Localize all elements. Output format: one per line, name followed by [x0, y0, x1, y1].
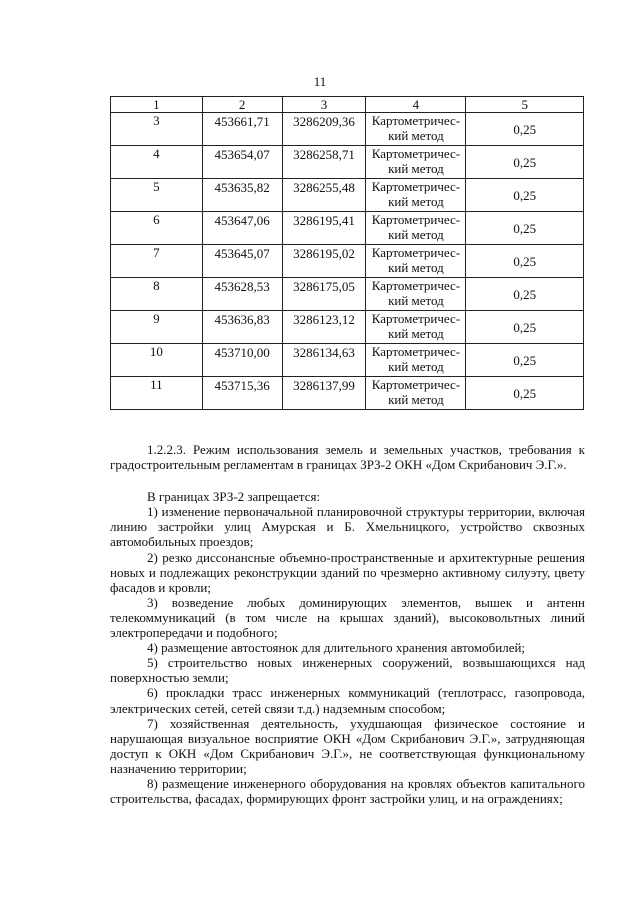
y-coordinate-cell: 3286195,41	[282, 212, 366, 245]
point-number-cell: 10	[111, 344, 203, 377]
paragraph: В границах ЗРЗ-2 запрещается:	[147, 489, 321, 505]
list-item: 4) размещение автостоянок для длительного хранения автомобилей;	[147, 640, 526, 656]
accuracy-cell: 0,25	[466, 278, 584, 311]
accuracy-cell: 0,25	[466, 344, 584, 377]
table-row	[111, 344, 584, 377]
table-row	[111, 212, 584, 245]
method-line: Картометричес-	[371, 377, 461, 392]
method-line: кий метод	[388, 161, 444, 176]
point-number-cell: 5	[111, 179, 203, 212]
table-row	[111, 179, 584, 212]
page-number: 11	[313, 74, 327, 89]
method-line: Картометричес-	[371, 245, 461, 260]
accuracy-cell: 0,25	[466, 245, 584, 278]
point-number-cell: 8	[111, 278, 203, 311]
method-line: Картометричес-	[371, 179, 461, 194]
list-item: 1) изменение первоначальной планировочной структуры территории, включая линию застройки улиц Амурская и Б. Хмельницкого, устройство сквозных автомобильных проездов;	[110, 504, 585, 550]
table-row	[111, 113, 584, 146]
method-cell	[366, 146, 466, 179]
x-coordinate-cell: 453635,82	[202, 179, 282, 212]
list-item: 2) резко диссонансные объемно-пространственные и архитектурные решения новых и подлежащих реконструкции зданий по чрезмерно активному силуэту, цвету фасадов и кровли;	[110, 549, 585, 595]
table-row	[111, 146, 584, 179]
point-number-cell: 4	[111, 146, 203, 179]
method-cell	[366, 278, 466, 311]
method-line: Картометричес-	[371, 212, 461, 227]
method-cell	[366, 311, 466, 344]
method-cell	[366, 113, 466, 146]
y-coordinate-cell: 3286175,05	[282, 278, 366, 311]
x-coordinate-cell: 453715,36	[202, 377, 282, 410]
method-line: кий метод	[388, 326, 444, 341]
list-item: 3) возведение любых доминирующих элементов, вышек и антенн телекоммуникаций (в том числе на крышах зданий), высоковольтных линий электропередачи и подобного;	[110, 594, 585, 641]
accuracy-cell: 0,25	[466, 377, 584, 410]
method-line: кий метод	[388, 128, 444, 143]
table-row	[111, 245, 584, 278]
y-coordinate-cell: 3286209,36	[282, 113, 366, 146]
table-row	[111, 311, 584, 344]
method-line: кий метод	[388, 359, 444, 374]
method-line: Картометричес-	[371, 344, 461, 359]
x-coordinate-cell: 453628,53	[202, 278, 282, 311]
header-cell: 3	[282, 97, 366, 113]
list-item: 5) строительство новых инженерных сооружений, возвышающихся над поверхностью земли;	[110, 655, 585, 686]
point-number-cell: 6	[111, 212, 203, 245]
x-coordinate-cell: 453654,07	[202, 146, 282, 179]
header-cell: 2	[202, 97, 282, 113]
table-row	[111, 377, 584, 410]
method-cell	[366, 377, 466, 410]
y-coordinate-cell: 3286123,12	[282, 311, 366, 344]
x-coordinate-cell: 453647,06	[202, 212, 282, 245]
accuracy-cell: 0,25	[466, 113, 584, 146]
method-line: кий метод	[388, 392, 444, 407]
point-number-cell: 7	[111, 245, 203, 278]
table-body	[111, 113, 584, 410]
section-heading: 1.2.2.3. Режим использования земель и земельных участков, требования к градостроительным регламентам в границах ЗРЗ-2 ОКН «Дом Скрибанович Э.Г.».	[110, 442, 585, 473]
y-coordinate-cell: 3286258,71	[282, 146, 366, 179]
document-text	[110, 425, 585, 806]
table-row	[111, 278, 584, 311]
method-line: кий метод	[388, 293, 444, 308]
accuracy-cell: 0,25	[466, 146, 584, 179]
header-cell: 5	[466, 97, 584, 113]
point-number-cell: 11	[111, 377, 203, 410]
x-coordinate-cell: 453645,07	[202, 245, 282, 278]
coordinates-table	[110, 96, 584, 410]
method-line: кий метод	[388, 260, 444, 275]
y-coordinate-cell: 3286137,99	[282, 377, 366, 410]
accuracy-cell: 0,25	[466, 179, 584, 212]
method-line: кий метод	[388, 194, 444, 209]
header-cell: 1	[111, 97, 203, 113]
x-coordinate-cell: 453661,71	[202, 113, 282, 146]
x-coordinate-cell: 453636,83	[202, 311, 282, 344]
table-header-row	[111, 97, 584, 113]
method-line: Картометричес-	[371, 146, 461, 161]
method-cell	[366, 179, 466, 212]
method-line: Картометричес-	[371, 311, 461, 326]
method-line: Картометричес-	[371, 278, 461, 293]
list-item: 6) прокладки трасс инженерных коммуникаций (теплотрасс, газопровода, электрических сетей, сетей связи т.д.) надземным способом;	[110, 685, 585, 716]
accuracy-cell: 0,25	[466, 212, 584, 245]
y-coordinate-cell: 3286195,02	[282, 245, 366, 278]
header-cell: 4	[366, 97, 466, 113]
y-coordinate-cell: 3286134,63	[282, 344, 366, 377]
list-item: 8) размещение инженерного оборудования на кровлях объектов капитального строительства, фасадах, формирующих фронт застройки улиц, и на ограждениях;	[110, 775, 585, 807]
method-cell	[366, 245, 466, 278]
point-number-cell: 3	[111, 113, 203, 146]
y-coordinate-cell: 3286255,48	[282, 179, 366, 212]
method-line: Картометричес-	[371, 113, 461, 128]
point-number-cell: 9	[111, 311, 203, 344]
x-coordinate-cell: 453710,00	[202, 344, 282, 377]
method-cell	[366, 212, 466, 245]
method-cell	[366, 344, 466, 377]
list-item: 7) хозяйственная деятельность, ухудшающая физическое состояние и нарушающая визуальное восприятие ОКН «Дом Скрибанович Э.Г.», затрудняющая доступ к ОКН «Дом Скрибанович Э.Г.», не соответствующая функциональному назначению территории;	[110, 715, 585, 776]
accuracy-cell: 0,25	[466, 311, 584, 344]
method-line: кий метод	[388, 227, 444, 242]
